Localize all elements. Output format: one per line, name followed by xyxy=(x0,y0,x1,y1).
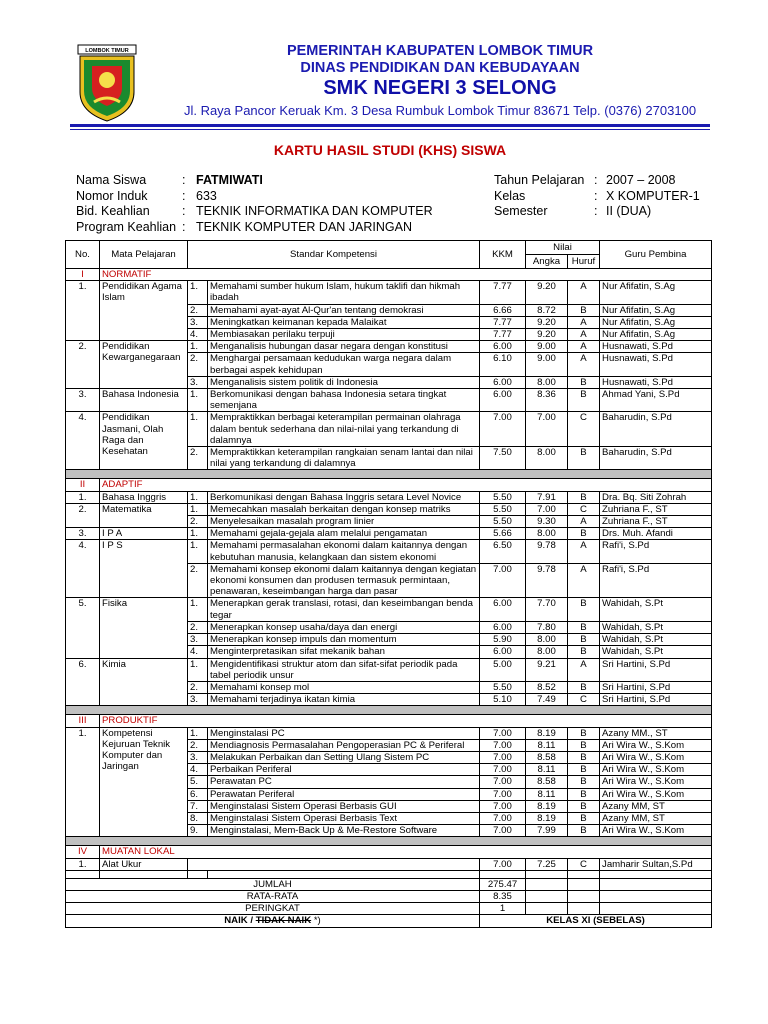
section-divider xyxy=(66,470,712,479)
competency-number: 6. xyxy=(188,788,208,800)
subject-name: Alat Ukur xyxy=(100,858,188,870)
nilai-angka: 9.20 xyxy=(526,316,568,328)
competency-number: 1. xyxy=(188,658,208,681)
nilai-huruf: B xyxy=(568,800,600,812)
summary-label-peringkat: PERINGKAT xyxy=(66,903,480,915)
semester-value: II (DUA) xyxy=(606,204,652,218)
guru-pembina: Azany MM., ST xyxy=(600,727,712,739)
competency-text: Melakukan Perbaikan dan Setting Ulang Sistem PC xyxy=(208,751,480,763)
table-row xyxy=(66,281,712,304)
subject-name: Fisika xyxy=(100,598,188,658)
guru-pembina: Dra. Bq. Siti Zohrah xyxy=(600,491,712,503)
nilai-angka: 8.00 xyxy=(526,376,568,388)
guru-pembina: Jamharir Sultan,S.Pd xyxy=(600,858,712,870)
subject-name: Pendidikan Agama Islam xyxy=(100,281,188,341)
competency-number: 3. xyxy=(188,634,208,646)
kkm-value: 7.50 xyxy=(480,447,526,470)
nilai-angka: 8.19 xyxy=(526,812,568,824)
subject-number: 1. xyxy=(66,858,100,870)
table-row xyxy=(66,858,712,870)
competency-number: 1. xyxy=(188,727,208,739)
nilai-angka: 7.91 xyxy=(526,491,568,503)
nama-label: Nama Siswa xyxy=(76,173,147,187)
emblem-text: LOMBOK TIMUR xyxy=(85,48,129,54)
competency-text: Perawatan PC xyxy=(208,776,480,788)
competency-text: Menerapkan konsep impuls dan momentum xyxy=(208,634,480,646)
kkm-value: 6.00 xyxy=(480,376,526,388)
subject-number: 1. xyxy=(66,727,100,837)
competency-number: 1. xyxy=(188,540,208,563)
guru-pembina: Husnawati, S.Pd xyxy=(600,376,712,388)
nilai-angka: 7.00 xyxy=(526,503,568,515)
kkm-value: 6.00 xyxy=(480,621,526,633)
nilai-angka: 8.19 xyxy=(526,800,568,812)
competency-number: 1. xyxy=(188,389,208,412)
kkm-value: 7.00 xyxy=(480,788,526,800)
col-huruf: Huruf xyxy=(568,255,600,269)
nilai-huruf: A xyxy=(568,353,600,376)
competency-number: 1. xyxy=(188,341,208,353)
nilai-huruf: A xyxy=(568,341,600,353)
nilai-huruf: B xyxy=(568,751,600,763)
nilai-angka: 8.19 xyxy=(526,727,568,739)
subject-name: I P A xyxy=(100,528,188,540)
nilai-huruf: B xyxy=(568,598,600,621)
competency-text: Mengidentifikasi struktur atom dan sifat-sifat periodik pada tabel periodik unsur xyxy=(208,658,480,681)
nilai-huruf: B xyxy=(568,304,600,316)
guru-pembina: Sri Hartini, S.Pd xyxy=(600,681,712,693)
footnote-marker: *) xyxy=(313,915,321,927)
promotion-row xyxy=(66,915,712,927)
section-name: PRODUKTIF xyxy=(100,715,712,727)
table-row xyxy=(66,540,712,563)
nilai-huruf: B xyxy=(568,528,600,540)
header-rule-thick xyxy=(70,124,710,127)
table-row xyxy=(66,727,712,739)
header-address: Jl. Raya Pancor Keruak Km. 3 Desa Rumbuk Lombok Timur 83671 Telp. (0376) 2703100 xyxy=(183,103,697,118)
section-name: ADAPTIF xyxy=(100,479,712,491)
guru-pembina: Wahidah, S.Pt xyxy=(600,634,712,646)
guru-pembina: Sri Hartini, S.Pd xyxy=(600,658,712,681)
competency-number: 2. xyxy=(188,447,208,470)
competency-text: Memahami ayat-ayat Al-Qur'an tentang demokrasi xyxy=(208,304,480,316)
guru-pembina: Sri Hartini, S.Pd xyxy=(600,694,712,706)
table-row xyxy=(66,658,712,681)
nilai-angka: 8.00 xyxy=(526,447,568,470)
kkm-value: 6.00 xyxy=(480,341,526,353)
tahun-value: 2007 – 2008 xyxy=(606,173,676,187)
competency-text: Memahami sumber hukum Islam, hukum taklifi dan hikmah ibadah xyxy=(208,281,480,304)
subject-number: 5. xyxy=(66,598,100,658)
nilai-huruf: B xyxy=(568,727,600,739)
section-divider xyxy=(66,837,712,846)
nilai-angka: 8.11 xyxy=(526,764,568,776)
promotion-class: KELAS XI (SEBELAS) xyxy=(480,915,712,927)
grades-table xyxy=(65,240,712,928)
competency-number: 9. xyxy=(188,825,208,837)
kkm-value: 5.50 xyxy=(480,503,526,515)
competency-text: Menyelesaikan masalah program linier xyxy=(208,516,480,528)
header-rule-thin xyxy=(70,129,710,130)
kkm-value: 7.77 xyxy=(480,329,526,341)
competency-text: Memahami terjadinya ikatan kimia xyxy=(208,694,480,706)
guru-pembina: Nur Afifatin, S.Ag xyxy=(600,329,712,341)
nilai-angka: 8.00 xyxy=(526,634,568,646)
kkm-value: 6.00 xyxy=(480,389,526,412)
header-department: DINAS PENDIDIKAN DAN KEBUDAYAAN xyxy=(300,60,580,76)
nilai-huruf: A xyxy=(568,516,600,528)
guru-pembina: Rafi'i, S.Pd xyxy=(600,563,712,598)
kkm-value: 7.00 xyxy=(480,800,526,812)
subject-name: Kimia xyxy=(100,658,188,706)
summary-label-jumlah: JUMLAH xyxy=(66,878,480,890)
col-kkm: KKM xyxy=(480,241,526,269)
kkm-value: 5.00 xyxy=(480,658,526,681)
kkm-value: 7.00 xyxy=(480,739,526,751)
summary-value-jumlah: 275.47 xyxy=(480,878,526,890)
kkm-value: 5.50 xyxy=(480,681,526,693)
competency-number: 2. xyxy=(188,353,208,376)
nilai-angka: 9.30 xyxy=(526,516,568,528)
program-value: TEKNIK KOMPUTER DAN JARINGAN xyxy=(196,219,412,234)
competency-number: 8. xyxy=(188,812,208,824)
subject-number: 4. xyxy=(66,540,100,598)
tahun-label: Tahun Pelajaran xyxy=(494,173,585,187)
kkm-value: 6.00 xyxy=(480,646,526,658)
nilai-angka: 9.00 xyxy=(526,341,568,353)
subject-number: 3. xyxy=(66,389,100,412)
nilai-huruf: B xyxy=(568,491,600,503)
section-name: MUATAN LOKAL xyxy=(100,846,712,858)
competency-number: 4. xyxy=(188,329,208,341)
competency-number: 3. xyxy=(188,694,208,706)
guru-pembina: Drs. Muh. Afandi xyxy=(600,528,712,540)
guru-pembina: Ari Wira W., S.Kom xyxy=(600,739,712,751)
kkm-value: 7.00 xyxy=(480,727,526,739)
nilai-huruf: C xyxy=(568,412,600,447)
guru-pembina: Nur Afifatin, S.Ag xyxy=(600,304,712,316)
nomor-value: 633 xyxy=(196,188,217,203)
competency-number: 1. xyxy=(188,528,208,540)
spacer-row xyxy=(66,870,712,878)
student-info-left: Nama Siswa : FATMIWATI Nomor Induk : 633 Bid. Keahlian : TEKNIK INFORMATIKA DAN KOMPUTER Program Keahlian : TEKNIK KOMPUTER DAN JARINGAN xyxy=(76,173,433,234)
summary-row-rata-rata xyxy=(66,890,712,902)
subject-name: Pendidikan Jasmani, Olah Raga dan Kesehatan xyxy=(100,412,188,470)
nilai-huruf: A xyxy=(568,329,600,341)
competency-number: 4. xyxy=(188,764,208,776)
kkm-value: 6.10 xyxy=(480,353,526,376)
nilai-huruf: B xyxy=(568,646,600,658)
summary-row-peringkat xyxy=(66,903,712,915)
competency-number: 1. xyxy=(188,598,208,621)
subject-name: Bahasa Indonesia xyxy=(100,389,188,412)
nilai-angka: 8.72 xyxy=(526,304,568,316)
subject-number: 2. xyxy=(66,503,100,527)
guru-pembina: Baharudin, S.Pd xyxy=(600,412,712,447)
competency-number: 2. xyxy=(188,563,208,598)
subject-name: Pendidikan Kewarganegaraan xyxy=(100,341,188,389)
competency-text: Berkomunikasi dengan bahasa Indonesia setara tingkat semenjana xyxy=(208,389,480,412)
nilai-angka: 9.20 xyxy=(526,281,568,304)
competency-text: Mendiagnosis Permasalahan Pengoperasian PC & Periferal xyxy=(208,739,480,751)
section-header xyxy=(66,846,712,858)
promotion-status xyxy=(66,915,480,927)
competency-text: Memahami konsep ekonomi dalam kaitannya dengan kegiatan ekonomi konsumen dan produsen termasuk permintaan, penawaran, keseimbangan harga dan pasar xyxy=(208,563,480,598)
nilai-angka: 8.00 xyxy=(526,528,568,540)
kkm-value: 7.00 xyxy=(480,563,526,598)
nilai-angka: 8.36 xyxy=(526,389,568,412)
nilai-angka: 8.00 xyxy=(526,646,568,658)
col-angka: Angka xyxy=(526,255,568,269)
nilai-huruf: B xyxy=(568,739,600,751)
nilai-angka: 7.70 xyxy=(526,598,568,621)
col-sk: Standar Kompetensi xyxy=(188,241,480,269)
nilai-angka: 8.58 xyxy=(526,776,568,788)
competency-text: Perawatan Periferal xyxy=(208,788,480,800)
table-row xyxy=(66,528,712,540)
section-header xyxy=(66,479,712,491)
guru-pembina: Wahidah, S.Pt xyxy=(600,646,712,658)
section-divider xyxy=(66,706,712,715)
subject-number: 2. xyxy=(66,341,100,389)
competency-text: Memahami permasalahan ekonomi dalam kaitannya dengan kebutuhan manusia, kelangkaan dan sistem ekonomi xyxy=(208,540,480,563)
subject-name: I P S xyxy=(100,540,188,598)
kkm-value: 7.00 xyxy=(480,412,526,447)
subject-name: Kompetensi Kejuruan Teknik Komputer dan Jaringan xyxy=(100,727,188,837)
nilai-huruf: B xyxy=(568,825,600,837)
table-row xyxy=(66,341,712,353)
kkm-value: 7.00 xyxy=(480,776,526,788)
guru-pembina: Zuhriana F., ST xyxy=(600,503,712,515)
nilai-huruf: C xyxy=(568,694,600,706)
header-government: PEMERINTAH KABUPATEN LOMBOK TIMUR xyxy=(286,43,594,59)
nilai-angka: 8.11 xyxy=(526,739,568,751)
section-header xyxy=(66,715,712,727)
nilai-angka: 7.25 xyxy=(526,858,568,870)
document-title: KARTU HASIL STUDI (KHS) SISWA xyxy=(273,142,507,158)
guru-pembina: Ari Wira W., S.Kom xyxy=(600,788,712,800)
kkm-value: 5.10 xyxy=(480,694,526,706)
section-number: I xyxy=(66,269,100,281)
nilai-huruf: A xyxy=(568,281,600,304)
table-row xyxy=(66,598,712,621)
competency-text: Memahami konsep mol xyxy=(208,681,480,693)
guru-pembina: Ari Wira W., S.Kom xyxy=(600,825,712,837)
nilai-angka: 8.58 xyxy=(526,751,568,763)
semester-label: Semester xyxy=(494,204,548,218)
guru-pembina: Ahmad Yani, S.Pd xyxy=(600,389,712,412)
competency-text: Menerapkan konsep usaha/daya dan energi xyxy=(208,621,480,633)
competency-text: Mempraktikkan keterampilan rangkaian senam lantai dan nilai nilai yang terkandung di dalamnya xyxy=(208,447,480,470)
guru-pembina: Azany MM, ST xyxy=(600,812,712,824)
nomor-label: Nomor Induk xyxy=(76,188,148,203)
competency-number: 7. xyxy=(188,800,208,812)
competency-text: Meningkatkan keimanan kepada Malaikat xyxy=(208,316,480,328)
competency-text: Menginstalasi Sistem Operasi Berbasis GUI xyxy=(208,800,480,812)
competency-number: 4. xyxy=(188,646,208,658)
section-number: IV xyxy=(66,846,100,858)
guru-pembina: Nur Afifatin, S.Ag xyxy=(600,281,712,304)
summary-value-peringkat: 1 xyxy=(480,903,526,915)
table-row xyxy=(66,389,712,412)
competency-text xyxy=(188,858,480,870)
nilai-huruf: B xyxy=(568,812,600,824)
competency-text: Menginterpretasikan sifat mekanik bahan xyxy=(208,646,480,658)
subject-number: 1. xyxy=(66,281,100,341)
nilai-huruf: C xyxy=(568,503,600,515)
nilai-angka: 8.52 xyxy=(526,681,568,693)
competency-text: Perbaikan Periferal xyxy=(208,764,480,776)
guru-pembina: Husnawati, S.Pd xyxy=(600,341,712,353)
col-guru: Guru Pembina xyxy=(600,241,712,269)
subject-number: 3. xyxy=(66,528,100,540)
kkm-value: 5.50 xyxy=(480,516,526,528)
nilai-huruf: B xyxy=(568,788,600,800)
competency-number: 2. xyxy=(188,681,208,693)
competency-number: 3. xyxy=(188,316,208,328)
competency-number: 1. xyxy=(188,491,208,503)
bidang-label: Bid. Keahlian xyxy=(76,204,150,218)
kkm-value: 6.50 xyxy=(480,540,526,563)
competency-number: 1. xyxy=(188,503,208,515)
competency-number: 3. xyxy=(188,751,208,763)
guru-pembina: Nur Afifatin, S.Ag xyxy=(600,316,712,328)
competency-number: 2. xyxy=(188,621,208,633)
competency-number: 5. xyxy=(188,776,208,788)
naik-label: NAIK / xyxy=(224,915,254,927)
competency-number: 2. xyxy=(188,304,208,316)
header-school: SMK NEGERI 3 SELONG xyxy=(323,77,557,99)
kelas-value: X KOMPUTER-1 xyxy=(606,188,700,203)
nilai-huruf: B xyxy=(568,447,600,470)
nilai-huruf: A xyxy=(568,658,600,681)
competency-text: Memahami gejala-gejala alam melalui pengamatan xyxy=(208,528,480,540)
tidak-naik-label: TIDAK NAIK xyxy=(255,915,312,927)
nilai-huruf: B xyxy=(568,681,600,693)
program-label: Program Keahlian xyxy=(76,219,177,234)
subject-name: Bahasa Inggris xyxy=(100,491,188,503)
nilai-huruf: B xyxy=(568,621,600,633)
nilai-huruf: B xyxy=(568,764,600,776)
nilai-huruf: B xyxy=(568,389,600,412)
summary-label-rata-rata: RATA-RATA xyxy=(66,890,480,902)
kkm-value: 7.77 xyxy=(480,316,526,328)
kkm-value: 6.00 xyxy=(480,598,526,621)
nilai-huruf: B xyxy=(568,776,600,788)
nilai-angka: 9.20 xyxy=(526,329,568,341)
kkm-value: 7.77 xyxy=(480,281,526,304)
section-header xyxy=(66,269,712,281)
nilai-angka: 7.99 xyxy=(526,825,568,837)
guru-pembina: Ari Wira W., S.Kom xyxy=(600,776,712,788)
competency-text: Menginstalasi Sistem Operasi Berbasis Text xyxy=(208,812,480,824)
kkm-value: 7.00 xyxy=(480,858,526,870)
kkm-value: 5.50 xyxy=(480,491,526,503)
guru-pembina: Ari Wira W., S.Kom xyxy=(600,764,712,776)
nilai-huruf: A xyxy=(568,540,600,563)
grades-body xyxy=(66,269,712,928)
kkm-value: 7.00 xyxy=(480,764,526,776)
nilai-angka: 9.00 xyxy=(526,353,568,376)
nilai-huruf: C xyxy=(568,858,600,870)
col-mapel: Mata Pelajaran xyxy=(100,241,188,269)
col-nilai: Nilai xyxy=(526,241,600,255)
student-info-right: Tahun Pelajaran : 2007 – 2008 Kelas : X KOMPUTER-1 Semester : II (DUA) xyxy=(494,173,700,218)
competency-text: Menghargai persamaan kedudukan warga negara dalam berbagai aspek kehidupan xyxy=(208,353,480,376)
subject-number: 1. xyxy=(66,491,100,503)
kkm-value: 5.66 xyxy=(480,528,526,540)
table-row xyxy=(66,503,712,515)
subject-number: 4. xyxy=(66,412,100,470)
nama-value: FATMIWATI xyxy=(196,173,263,187)
kkm-value: 7.00 xyxy=(480,812,526,824)
competency-text: Mempraktikkan berbagai keterampilan permainan olahraga dalam bentuk sederhana dan nilai-nilai yang terkandung di dalamnya xyxy=(208,412,480,447)
competency-number: 2. xyxy=(188,516,208,528)
competency-text: Menganalisis sistem politik di Indonesia xyxy=(208,376,480,388)
kkm-value: 5.90 xyxy=(480,634,526,646)
guru-pembina: Wahidah, S.Pt xyxy=(600,621,712,633)
subject-name: Matematika xyxy=(100,503,188,527)
guru-pembina: Baharudin, S.Pd xyxy=(600,447,712,470)
guru-pembina: Husnawati, S.Pd xyxy=(600,353,712,376)
table-row xyxy=(66,412,712,447)
nilai-angka: 9.21 xyxy=(526,658,568,681)
section-number: III xyxy=(66,715,100,727)
nilai-angka: 8.11 xyxy=(526,788,568,800)
kkm-value: 6.66 xyxy=(480,304,526,316)
guru-pembina: Azany MM, ST xyxy=(600,800,712,812)
bidang-value: TEKNIK INFORMATIKA DAN KOMPUTER xyxy=(196,204,433,218)
summary-row-jumlah xyxy=(66,878,712,890)
kkm-value: 7.00 xyxy=(480,825,526,837)
kkm-value: 7.00 xyxy=(480,751,526,763)
nilai-huruf: A xyxy=(568,563,600,598)
nilai-angka: 7.49 xyxy=(526,694,568,706)
competency-number: 1. xyxy=(188,412,208,447)
nilai-angka: 7.00 xyxy=(526,412,568,447)
guru-pembina: Zuhriana F., ST xyxy=(600,516,712,528)
lombok-timur-emblem xyxy=(74,44,140,122)
nilai-angka: 9.78 xyxy=(526,540,568,563)
nilai-huruf: A xyxy=(568,316,600,328)
guru-pembina: Rafi'i, S.Pd xyxy=(600,540,712,563)
col-no: No. xyxy=(66,241,100,269)
competency-number: 3. xyxy=(188,376,208,388)
competency-text: Membiasakan perilaku terpuji xyxy=(208,329,480,341)
competency-text: Menganalisis hubungan dasar negara dengan konstitusi xyxy=(208,341,480,353)
subject-number: 6. xyxy=(66,658,100,706)
competency-text: Memecahkan masalah berkaitan dengan konsep matriks xyxy=(208,503,480,515)
guru-pembina: Ari Wira W., S.Kom xyxy=(600,751,712,763)
table-row xyxy=(66,491,712,503)
summary-value-rata-rata: 8.35 xyxy=(480,890,526,902)
competency-number: 2. xyxy=(188,739,208,751)
competency-text: Menginstalasi, Mem-Back Up & Me-Restore Software xyxy=(208,825,480,837)
competency-text: Berkomunikasi dengan Bahasa Inggris setara Level Novice xyxy=(208,491,480,503)
nilai-huruf: B xyxy=(568,634,600,646)
nilai-huruf: B xyxy=(568,376,600,388)
competency-number: 1. xyxy=(188,281,208,304)
competency-text: Menerapkan gerak translasi, rotasi, dan keseimbangan benda tegar xyxy=(208,598,480,621)
section-number: II xyxy=(66,479,100,491)
section-name: NORMATIF xyxy=(100,269,712,281)
nilai-angka: 7.80 xyxy=(526,621,568,633)
competency-text: Menginstalasi PC xyxy=(208,727,480,739)
guru-pembina: Wahidah, S.Pt xyxy=(600,598,712,621)
nilai-angka: 9.78 xyxy=(526,563,568,598)
kelas-label: Kelas xyxy=(494,188,526,203)
